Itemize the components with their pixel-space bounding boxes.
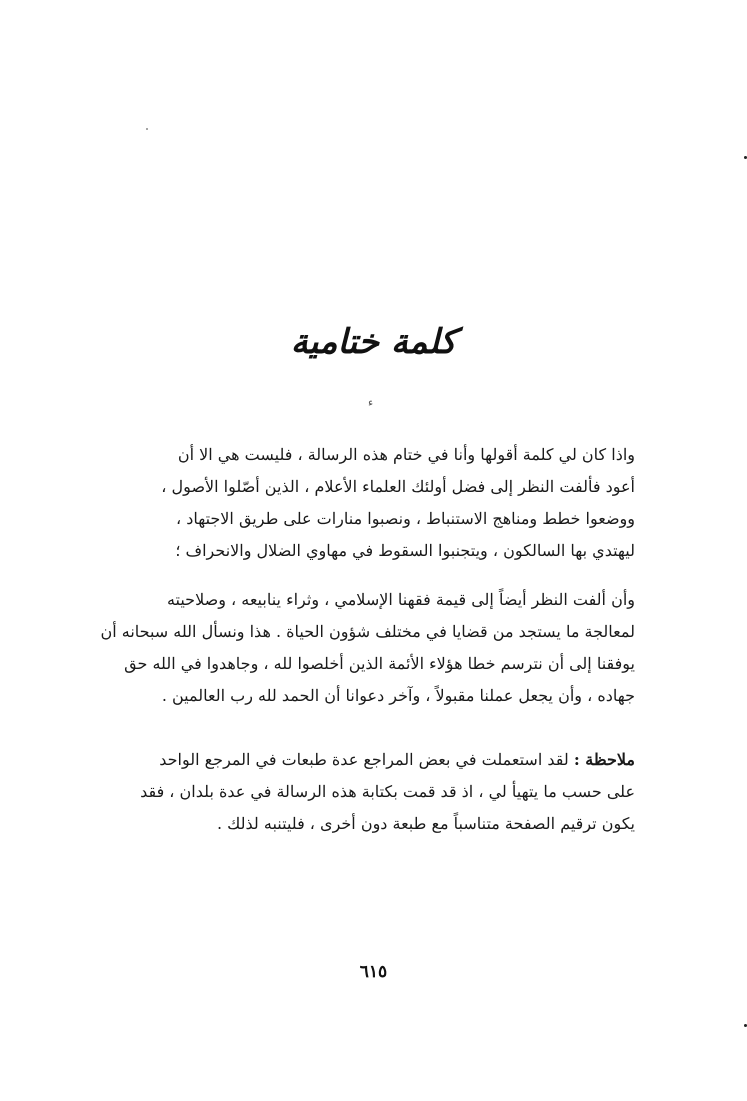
closing-word-title: كلمة ختامية [290,322,457,362]
paragraph-line: واذا كان لي كلمة أقولها وأنا في ختام هذه الرسالة ، فليست هي الا أن [177,445,635,464]
paragraph-1 [112,439,635,567]
paragraph-line: لمعالجة ما يستجد من قضايا في مختلف شؤون الحياة . هذا ونسأل الله سبحانه أن [100,622,635,641]
note-paragraph [112,744,635,840]
ornament-glyph: ء [368,396,374,409]
paragraph-line: ليهتدي بها السالكون ، ويتجنبوا السقوط في مهاوي الضلال والانحراف ؛ [175,541,635,560]
note-label: ملاحظة : [573,750,635,769]
page-number: ٦١٥ [359,962,388,982]
note-first-line [112,744,635,776]
note-first-text: لقد استعملت في بعض المراجع عدة طبعات في المرجع الواحد [159,750,569,769]
scan-speck [146,128,148,130]
paragraph-line: وأن ألفت النظر أيضاً إلى قيمة فقهنا الإسلامي ، وثراء ينابيعه ، وصلاحيته [166,590,635,609]
paragraph-2 [100,584,635,712]
paragraph-line: يوفقنا إلى أن نترسم خطا هؤلاء الأئمة الذين أخلصوا لله ، وجاهدوا في الله حق [124,654,635,673]
note-line: على حسب ما يتهيأ لي ، اذ قد قمت بكتابة هذه الرسالة في عدة بلدان ، فقد [140,782,635,801]
paragraph-line: ووضعوا خطط ومناهج الاستنباط ، ونصبوا منارات على طريق الاجتهاد ، [175,509,635,528]
paragraph-line: جهاده ، وأن يجعل عملنا مقبولاً ، وآخر دعوانا أن الحمد لله رب العالمين . [161,686,635,705]
paragraph-line: أعود فألفت النظر إلى فضل أولئك العلماء الأعلام ، الذين أصّلوا الأصول ، [161,477,635,496]
note-line: يكون ترقيم الصفحة متناسباً مع طبعة دون أخرى ، فليتنبه لذلك . [216,814,635,833]
